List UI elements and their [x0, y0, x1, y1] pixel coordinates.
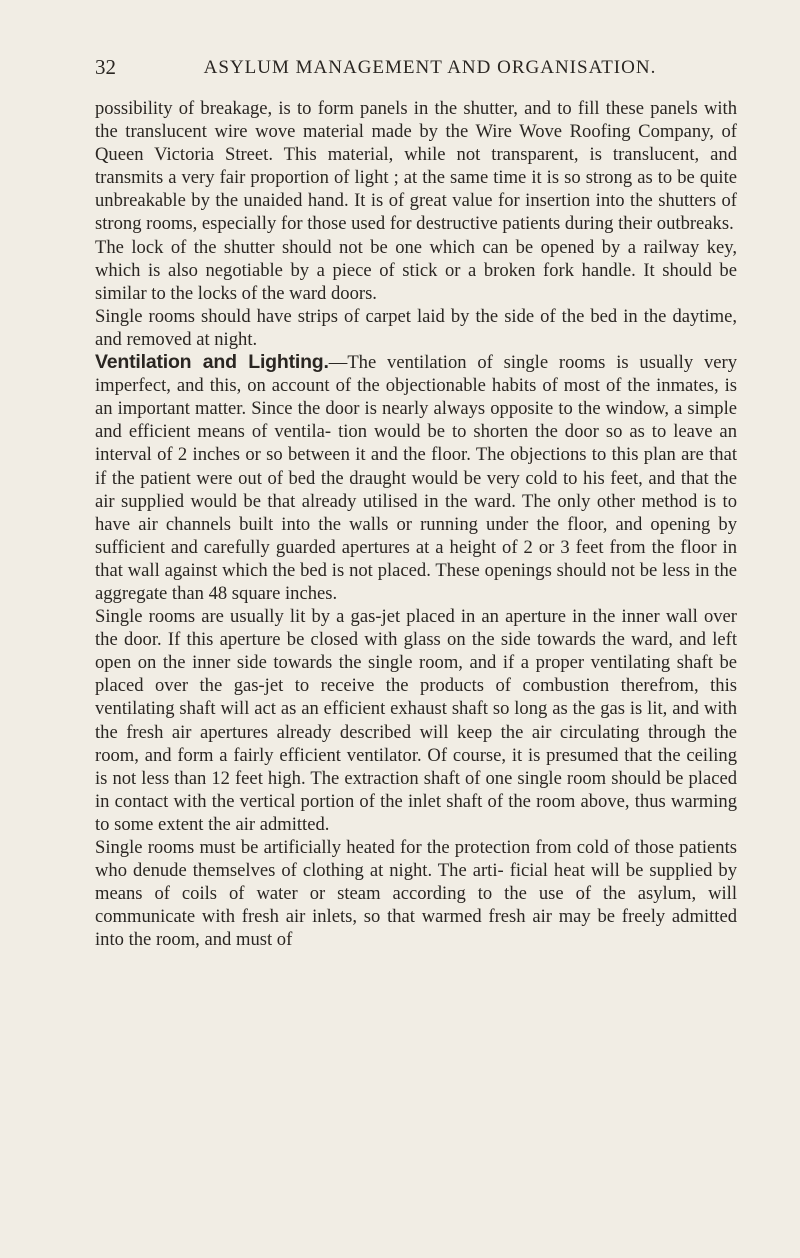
paragraph-shutter-lock: The lock of the shutter should not be one which can be opened by a railway key, which is also negotiable by a piece of stick or a broken fork handle. It should be similar to the locks of the ward doors.: [95, 236, 737, 304]
body-text: [95, 97, 737, 951]
running-head: ASYLUM MANAGEMENT AND ORGANISATION.: [203, 57, 657, 78]
section-lead-text: —The ventilation of single rooms is usually very imperfect, and this, on account of the objectionable habits of most of the inmates, is an important matter. Since the door is nearly always opposite to the window, a simple and efficient means of ventila- tion would be to shorten the door so as to leave an interval of 2 inches or so between it and the floor. The objections to this plan are that if the patient were out of bed the draught would be very cold to his feet, and that the air supplied would be that already utilised in the ward. The only other method is to have air channels built into the walls or running under the floor, and opening by sufficient and carefully guarded apertures at a height of 2 or 3 feet from the floor in that wall against which the bed is not placed. These openings should not be less in the aggregate than 48 square inches.: [95, 352, 737, 604]
paragraph-carpet: Single rooms should have strips of carpet laid by the side of the bed in the daytime, and removed at night.: [95, 305, 737, 350]
paragraph-heating: Single rooms must be artificially heated for the protection from cold of those patients who denude themselves of clothing at night. The arti- ficial heat will be supplied by means of coils of water or steam according to the use of the asylum, will communicate with fresh air inlets, so that warmed fresh air may be freely admitted into the room, and must of: [95, 837, 737, 951]
page-number: 32: [95, 55, 116, 79]
section-heading: Ventilation and Lighting.: [95, 351, 329, 374]
paragraph-gas-lighting: Single rooms are usually lit by a gas-jet placed in an aperture in the inner wall over the door. If this aperture be closed with glass on the side towards the ward, and left open on the inner side towards the single room, and if a proper ventilating shaft be placed over the gas-jet to receive the products of combustion therefrom, this ventilating shaft will act as an efficient exhaust shaft so long as the gas is lit, and with the fresh air apertures already described will keep the air circulating through the room, and form a fairly efficient ventilator. Of course, it is presumed that the ceiling is not less than 12 feet high. The extraction shaft of one single room should be placed in contact with the vertical portion of the inlet shaft of the room above, thus warming to some extent the air admitted.: [95, 606, 737, 835]
paragraph-shutter-panels: possibility of breakage, is to form panels in the shutter, and to fill these panels with the translucent wire wove material made by the Wire Wove Roofing Company, of Queen Victoria Street. This material, while not transparent, is translucent, and transmits a very fair proportion of light ; at the same time it is so strong as to be quite unbreakable by the unaided hand. It is of great value for insertion into the shutters of strong rooms, especially for those used for destructive patients during their outbreaks.: [95, 98, 737, 235]
paragraph-ventilation: [95, 351, 737, 605]
page-header: [95, 55, 735, 85]
